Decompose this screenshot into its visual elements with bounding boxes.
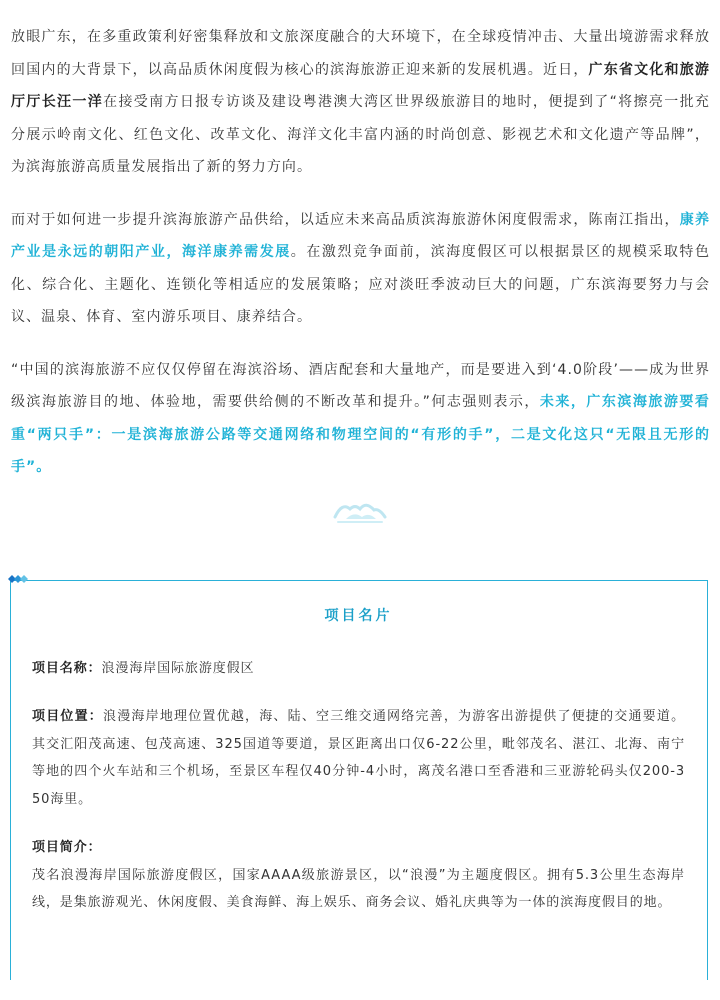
mountain-wave-icon bbox=[332, 498, 388, 526]
project-location-field bbox=[32, 703, 685, 813]
project-card-title: 项目名片 bbox=[324, 607, 393, 624]
body-text: 。在激烈竞争面前，滨海度假区可以根据景区的规模采取特色化、综合化、主题化、连锁化等相适应的发展策略；应对淡旺季波动巨大的问题，广东滨海要努力与会议、温泉、体育、室内游乐项目、康养结合。 bbox=[11, 244, 710, 325]
body-text: “中国的滨海旅游不应仅仅停留在海滨浴场、酒店配套和大量地产，而是要进入到‘4.0阶段’——成为世界级滨海旅游目的地、体验地，需要供给侧的不断改革和提升。”何志强则表示， bbox=[11, 361, 710, 410]
project-card bbox=[10, 580, 708, 980]
project-name-label: 项目名称： bbox=[32, 660, 102, 676]
project-name-value: 浪漫海岸国际旅游度假区 bbox=[101, 660, 255, 676]
diamond-chain-icon bbox=[8, 574, 32, 584]
project-name-field bbox=[32, 655, 685, 683]
highlight-text: 康养产业是永远的朝阳产业，海洋康养需发展 bbox=[11, 211, 710, 260]
project-intro-label-line bbox=[32, 834, 685, 862]
highlight-text: 未来，广东滨海旅游要看重“两只手”：一是滨海旅游公路等交通网络和物理空间的“有形的手”，二是文化这只“无限且无形的手”。 bbox=[11, 394, 710, 475]
paragraph-3 bbox=[0, 354, 720, 484]
project-intro-value: 茂名浪漫海岸国际旅游度假区，国家AAAA级旅游景区，以“浪漫”为主题度假区。拥有5.3公里生态海岸线，是集旅游观光、休闲度假、美食海鲜、海上娱乐、商务会议、婚礼庆典等为一体的滨海度假目的地。 bbox=[32, 867, 685, 910]
paragraph-1 bbox=[0, 0, 720, 184]
project-location-value: 浪漫海岸地理位置优越，海、陆、空三维交通网络完善，为游客出游提供了便捷的交通要道。其交汇阳茂高速、包茂高速、325国道等要道，景区距离出口仅6-22公里，毗邻茂名、湛江、北海、南宁等地的四个火车站和三个机场，至景区车程仅40分钟-4小时，离茂名港口至香港和三亚游轮码头仅200-350海里。 bbox=[32, 709, 685, 807]
section-divider bbox=[0, 498, 720, 528]
project-location-label: 项目位置： bbox=[32, 709, 104, 724]
body-text: 放眼广东，在多重政策利好密集释放和文旅深度融合的大环境下，在全球疫情冲击、大量出境游需求释放回国内的大背景下，以高品质休闲度假为核心的滨海旅游正迎来新的发展机遇。近日， bbox=[11, 29, 710, 78]
project-intro-label: 项目简介： bbox=[32, 840, 102, 855]
body-text: 而对于如何进一步提升滨海旅游产品供给，以适应未来高品质滨海旅游休闲度假需求，陈南江指出， bbox=[11, 211, 680, 228]
project-card-body bbox=[10, 580, 708, 980]
bold-text: 广东省文化和旅游厅厅长汪一洋 bbox=[11, 61, 710, 110]
paragraph-2 bbox=[0, 204, 720, 334]
body-text: 在接受南方日报专访谈及建设粤港澳大湾区世界级旅游目的地时，便提到了“将擦亮一批充分展示岭南文化、红色文化、改革文化、海洋文化丰富内涵的时尚创意、影视艺术和文化遗产等品牌”，为滨海旅游高质量发展指出了新的努力方向。 bbox=[11, 94, 710, 175]
